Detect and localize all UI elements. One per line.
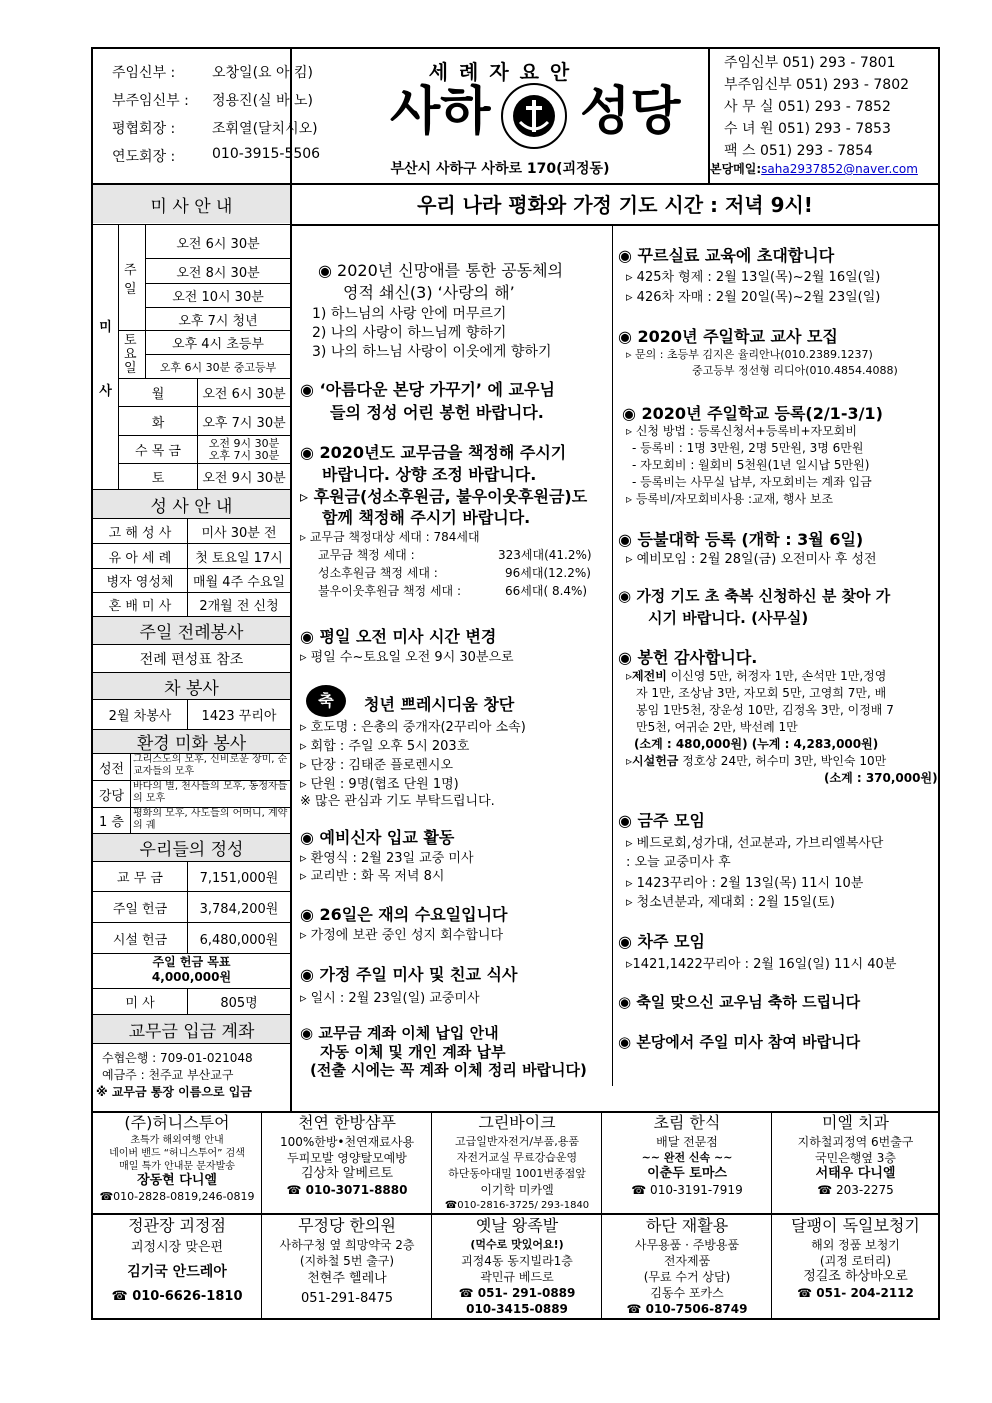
- weekday-time: 오전 9시 30분 오후 7시 30분: [208, 436, 280, 462]
- ad-title: 천연 한방샴푸: [298, 1113, 396, 1132]
- ad-honeys-tour: [93, 1112, 261, 1212]
- notice-line: 중고등부 정선형 리디아(010.4854.4088): [692, 364, 898, 377]
- ad-line: 괴정시장 맞은편: [130, 1240, 224, 1255]
- contact-value: 051) 293 - 7801: [782, 55, 896, 71]
- ad-line: 네이버 밴드 “허니스투어” 검색: [109, 1148, 245, 1159]
- sunday-time: 오전 8시 30분: [176, 265, 260, 281]
- notice-line: ▹ 환영식 : 2월 23일 교중 미사: [300, 847, 474, 866]
- notice-note: ※ 많은 관심과 기도 부탁드립니다.: [300, 794, 495, 809]
- notice-line: - 등록비 : 1명 3만원, 2명 5만원, 3명 6만원: [632, 441, 864, 455]
- ad-title: 무정당 한의원: [298, 1216, 396, 1235]
- notice-line: ▹ 베드로회,성가대, 선교분과, 가브리엘복사단: [626, 836, 884, 851]
- liturgy-text: 전례 편성표 참조: [139, 651, 244, 668]
- ad-jeonggwanjang: [93, 1215, 261, 1319]
- donation-list: ▹제전비 이신영 5만, 허정자 1만, 손석만 1만,정영 자 1만, 조상남 3만, 자모회 5만, 고영희 7만, 배 봉임 1만5천, 장운성 10만, 김정옥 3만, 이정배 7 만5천, 여귀순 2만, 박선례 1만 (소계 : 480,000원) (누계 : 4,283,000원) ▹시설헌금 정호상 24만, 허수미 3만, 박인숙 10만 (소계 : 370,000원): [626, 669, 938, 785]
- mass-count-label: 미 사: [125, 996, 155, 1011]
- ad-phone: ☎010-2816-3725/ 293-1840: [444, 1200, 590, 1211]
- notice-line: ▹ 가정에 보관 중인 성지 회수합니다: [300, 924, 503, 943]
- ad-title: 달팽이 독일보청기: [791, 1216, 920, 1235]
- donation-line: 만5천, 여귀순 2만, 박선례 1만: [636, 720, 798, 734]
- notice-title: ◉ 교무금 계좌 이체 납입 안내: [300, 1022, 499, 1043]
- stat-value: 96세대(12.2%): [505, 566, 591, 580]
- contact-value: 051) 293 - 7802: [796, 77, 910, 93]
- car-group: 1423 꾸리아: [201, 708, 277, 724]
- env-place: 강당: [98, 788, 125, 804]
- contact-label: 사 무 실: [724, 99, 774, 115]
- weekday-day: 화: [151, 415, 165, 431]
- staff-role: 평협회장 :: [112, 121, 176, 137]
- stat-value: 66세대( 8.4%): [505, 584, 588, 598]
- notice-title: 영적 쇄신(3) ‘사랑의 해’: [343, 283, 515, 302]
- notice-line: ▹ 단원 : 9명(협조 단원 1명): [300, 777, 459, 792]
- weekday-time: 오후 7시 30분: [202, 415, 286, 431]
- goal-value: 4,000,000원: [151, 970, 232, 984]
- offering-value: 3,784,200원: [199, 901, 279, 917]
- staff-name: 정용진(실 바 노): [212, 93, 313, 109]
- notice-title: ◉ 금주 모임: [618, 808, 705, 831]
- email-label: 본당메일:: [710, 162, 762, 176]
- ad-title: 미엘 치과: [822, 1113, 889, 1132]
- ad-line: (괴정 로터리): [819, 1254, 892, 1268]
- ad-phone: ☎ 010-3071-8880: [286, 1183, 408, 1197]
- car-month: 2월 차봉사: [108, 708, 172, 724]
- ad-line: 전자제품: [663, 1254, 711, 1268]
- notice-line: ▹ 회합 : 주일 오후 5시 203호: [300, 739, 470, 754]
- ad-chorim-restaurant: [603, 1112, 771, 1212]
- contact-value: 051) 293 - 7853: [777, 121, 891, 137]
- ad-green-bike: [433, 1112, 601, 1212]
- ad-owner: 김기국 안드레아: [127, 1264, 227, 1280]
- stat-label: 성소후원금 책정 세대 :: [318, 566, 438, 580]
- sacrament-value: 2개월 전 신청: [199, 599, 279, 614]
- notice-title: ◉ 축일 맞으신 교우님 축하 드립니다: [618, 991, 860, 1012]
- env-groups: 바다의 별, 천사들의 모후, 동정자들의 모후: [133, 781, 288, 804]
- offering-name: 주일 헌금: [112, 901, 168, 917]
- donation-label: 제전비: [632, 669, 667, 683]
- ad-owner: 김상차 알베르토: [300, 1166, 394, 1181]
- env-place: 1 층: [99, 815, 124, 830]
- mass-title: 미 사 안 내: [93, 185, 290, 223]
- contact-value: 051) 293 - 7852: [777, 99, 891, 115]
- sacrament-value: 미사 30분 전: [201, 525, 277, 541]
- notice-title: ◉ 평일 오전 미사 시간 변경: [300, 624, 496, 647]
- ad-line: 괴정4동 동지빌라1층: [461, 1254, 573, 1268]
- notice-line: - 자모회비 : 월회비 5천원(1년 일시납 5만원): [632, 458, 870, 472]
- ad-owner: 이기학 미카엘: [480, 1183, 554, 1197]
- ad-title: 정관장 괴정점: [128, 1216, 226, 1235]
- account-note: ※ 교무금 통장 이름으로 입금: [96, 1085, 252, 1099]
- staff-role: 주임신부 :: [112, 65, 176, 81]
- sacrament-value: 첫 토요일 17시: [195, 550, 283, 566]
- ad-phone: ☎ 010-3191-7919: [631, 1183, 743, 1197]
- notice-line: ▹ 교리반 : 화 목 저녁 8시: [300, 865, 444, 884]
- address: 부산시 사하구 사하로 170(괴정동): [390, 161, 610, 177]
- saturday-time: 오후 4시 초등부: [172, 337, 264, 352]
- ad-mujeongdang-clinic: [263, 1215, 431, 1319]
- headline: 우리 나라 평화와 가정 기도 시간 : 저녁 9시!: [417, 193, 813, 217]
- notice-title: ◉ 2020년 신망애를 통한 공동체의: [318, 258, 563, 281]
- staff-role: 연도회장 :: [112, 149, 176, 165]
- donation-subtotal: (소계 : 480,000원) (누계 : 4,283,000원): [634, 737, 879, 751]
- env-groups: 그리스도의 모후, 신비로운 장미, 순교자들의 모후: [133, 754, 288, 777]
- staff-role: 부주임신부 :: [112, 93, 189, 109]
- account-info: [96, 1050, 290, 1101]
- offering-name: 교 무 금: [117, 871, 163, 886]
- liturgy-title: 주일 전례봉사: [93, 617, 290, 644]
- notice-title: ◉ 예비신자 입교 활동: [300, 825, 454, 848]
- ad-title: 옛날 왕족발: [475, 1216, 559, 1235]
- staff-name: 010-3915-5506: [212, 146, 321, 162]
- ad-owner: 이춘두 토마스: [647, 1166, 727, 1181]
- sunday-label: 주일: [124, 263, 137, 297]
- ad-line: (지하철 5번 출구): [299, 1254, 395, 1268]
- mass-count: 805명: [220, 996, 258, 1011]
- offering-value: 6,480,000원: [199, 932, 279, 948]
- celebration-badge-icon: 축: [306, 685, 346, 717]
- ad-wangjokbal: [433, 1215, 601, 1319]
- church-seal-icon: [500, 82, 568, 150]
- ad-owner: 서태우 다니엘: [815, 1166, 896, 1181]
- notice-line: ▹1421,1422꾸리아 : 2월 16일(일) 11시 40분: [626, 957, 897, 972]
- donation-line: 봉임 1만5천, 장운성 10만, 김정옥 3만, 이정배 7: [636, 703, 894, 717]
- ad-phone: ☎010-2828-0819,246-0819: [99, 1190, 255, 1203]
- env-title: 환경 미화 봉사: [93, 730, 290, 753]
- ad-line: (무료 수거 상담): [643, 1270, 731, 1284]
- sacrament-value: 매월 4주 수요일: [193, 575, 285, 590]
- notice-title: ◉ 등불대학 등록 (개학 : 3월 6일): [618, 527, 863, 550]
- notice-title: ▹ 후원금(성소후원금, 불우이웃후원금)도: [300, 484, 587, 507]
- weekday-day: 수 목 금: [135, 444, 181, 459]
- ad-title: 초림 한식: [653, 1113, 721, 1132]
- notice-title: ◉ ‘아름다운 본당 가꾸기’ 에 교우님: [300, 377, 555, 400]
- notice-line: ▹ 문의 : 초등부 김지은 율리안나(010.2389.1237): [626, 346, 873, 362]
- ad-phone: ☎ 010-6626-1810: [111, 1289, 243, 1304]
- donation-line: 자 1만, 조상남 3만, 자모회 5만, 고영희 7만, 배: [636, 686, 887, 700]
- ad-herbal-shampoo: [263, 1112, 431, 1212]
- weekday-day: 월: [151, 387, 165, 402]
- kicker: 세 례 자 요 안: [428, 60, 572, 84]
- ad-title: (주)허니스투어: [124, 1113, 230, 1132]
- notice-title: ◉ 26일은 재의 수요일입니다: [300, 902, 508, 925]
- ad-owner: 곽민규 베드로: [480, 1270, 554, 1284]
- account-line: 수협은행 : 709-01-021048: [102, 1051, 253, 1065]
- ad-line: 배달 전문점: [656, 1135, 718, 1149]
- ad-line: 100%한방•천연재료사용: [279, 1135, 415, 1149]
- notice-line: - 등록비는 사무실 납부, 자모회비는 계좌 입금: [632, 475, 872, 489]
- offering-value: 7,151,000원: [199, 871, 279, 886]
- contact-label: 주임신부: [724, 55, 779, 71]
- notice-title: ◉ 2020년 주일학교 등록(2/1-3/1): [622, 401, 883, 424]
- parish-name-right: 성당: [580, 81, 681, 142]
- ad-line: 국민은행옆 3층: [814, 1151, 896, 1165]
- offering-title: 우리들의 정성: [93, 834, 290, 861]
- ad-line: 사무용품 · 주방용품: [634, 1238, 740, 1252]
- mass-char: 미: [99, 319, 112, 335]
- notice-line: ▹ 426차 자매 : 2월 20일(목)~2월 23일(일): [626, 286, 880, 305]
- ad-title: 하단 재활용: [645, 1216, 729, 1235]
- account-title: 교무금 입금 계좌: [93, 1015, 290, 1043]
- car-title: 차 봉사: [93, 673, 290, 699]
- notice-title: 자동 이체 및 개인 계좌 납부: [320, 1043, 506, 1061]
- donation-subtotal: (소계 : 370,000원): [824, 771, 938, 785]
- ad-line: 매일 특가 안내문 문자발송: [119, 1161, 235, 1172]
- ad-miel-dental: [773, 1112, 938, 1212]
- ad-owner: 천현주 헬레나: [307, 1271, 387, 1286]
- ad-phone: ☎ 051- 204-2112: [797, 1286, 914, 1300]
- sunday-time: 오후 7시 청년: [178, 313, 258, 329]
- sacrament-name: 고 해 성 사: [108, 525, 172, 541]
- stat-label: 불우이웃후원금 책정 세대 :: [318, 584, 461, 598]
- weekday-time: 오전 9시 30분: [202, 471, 286, 486]
- saturday-time: 오후 6시 30분 중고등부: [159, 360, 277, 374]
- sacrament-title: 성 사 안 내: [93, 490, 290, 518]
- notice-title: ◉ 2020년 주일학교 교사 모집: [618, 324, 838, 347]
- notice-line: ▹ 호도명 : 은총의 중개자(2꾸리아 소속): [300, 720, 526, 735]
- sunday-time: 오전 6시 30분: [176, 236, 260, 252]
- notice-title: ◉ 차주 모임: [618, 929, 705, 952]
- goal-block: [93, 955, 290, 985]
- notice-line: ▹ 예비모임 : 2월 28일(금) 오전미사 후 성전: [626, 548, 877, 567]
- ad-line: (먹수로 맛있어요!): [470, 1238, 564, 1251]
- ad-owner: 장동현 다니엘: [137, 1173, 217, 1188]
- staff-name: 조휘열(달치시오): [212, 121, 318, 137]
- notice-line: ▹ 단장 : 김태준 플로렌시오: [300, 758, 454, 773]
- notice-line: ▹ 평일 수~토요일 오전 9시 30분으로: [300, 646, 514, 665]
- notice-title: 시기 바랍니다. (사무실): [648, 609, 809, 627]
- contact-label: 팩 스: [724, 143, 756, 159]
- weekday-time: 오전 6시 30분: [202, 387, 286, 402]
- ad-title: 그린바이크: [478, 1113, 556, 1132]
- notice-title: ◉ 꾸르실료 교육에 초대합니다: [618, 243, 834, 266]
- notice-line: ▹ 425차 형제 : 2월 13일(목)~2월 16일(일): [626, 266, 880, 285]
- notice-title: 함께 책정해 주시기 바랍니다.: [322, 508, 531, 527]
- stat-label: 교무금 책정 세대 :: [318, 548, 415, 562]
- ad-line: 지하철괴정역 6번출구: [797, 1135, 914, 1149]
- parish-name-left: 사하: [390, 81, 491, 142]
- offering-name: 시설 헌금: [112, 932, 168, 948]
- ad-owner: 김동수 포카스: [650, 1286, 724, 1300]
- notice-title: ◉ 본당에서 주일 미사 참여 바랍니다: [618, 1031, 860, 1052]
- sacrament-name: 유 아 세 례: [108, 550, 172, 566]
- notice-line: ▹ 신청 방법 : 등록신청서+등록비+자모회비: [626, 424, 857, 438]
- contact-label: 수 녀 원: [724, 121, 774, 137]
- ad-line: 고급일반자전거/부품,용품: [454, 1135, 580, 1148]
- contact-label: 부주임신부: [724, 77, 792, 93]
- ad-line: 두피모발 영양탈모예방: [287, 1151, 407, 1165]
- ad-line: 사하구청 옆 희망약국 2층: [279, 1238, 415, 1252]
- goal-label: 주일 헌금 목표: [152, 955, 231, 969]
- mass-side-label: [93, 226, 118, 488]
- ad-snail-hearing-aid: [773, 1215, 938, 1319]
- notice-title: 청년 쁘레시디움 창단: [364, 695, 515, 714]
- sunday-time: 오전 10시 30분: [172, 290, 264, 305]
- mass-char: 사: [99, 383, 112, 399]
- saturday-label: 토요일: [124, 332, 137, 376]
- weekday-day: 토: [151, 471, 165, 486]
- sacrament-name: 혼 배 미 사: [108, 599, 172, 614]
- ad-phone: 051-291-8475: [300, 1291, 394, 1306]
- ad-line: 하단동아대밀 1001번종점앞: [448, 1167, 586, 1180]
- env-groups: 평화의 모후, 사도들의 어머니, 계약의 궤: [133, 808, 288, 831]
- donation-line: 이신영 5만, 허정자 1만, 손석만 1만,정영: [666, 669, 887, 683]
- notice-line: 1) 하느님의 사랑 안에 머무르기: [312, 306, 507, 322]
- notice-line: 3) 나의 하느님 사랑이 이웃에게 향하기: [312, 344, 552, 360]
- ad-line: 해외 정품 보청기: [811, 1238, 900, 1252]
- notice-title: ◉ 봉헌 감사합니다.: [618, 645, 757, 668]
- staff-name: 오창일(요 아 킴): [212, 65, 313, 81]
- ad-owner: 정길조 하상바오로: [803, 1269, 908, 1284]
- notice-line: 2) 나의 사랑이 하느님께 향하기: [312, 325, 507, 341]
- donation-line: 정호상 24만, 허수미 3만, 박인숙 10만: [678, 754, 887, 768]
- ad-phone: ☎ 051- 291-0889 010-3415-0889: [458, 1286, 576, 1316]
- notice-title: 들의 정성 어린 봉헌 바랍니다.: [330, 403, 544, 422]
- notice-line: ▹ 1423꾸리아 : 2월 13일(목) 11시 10분: [626, 876, 864, 891]
- env-place: 성전: [98, 761, 125, 777]
- notice-title: ◉ 2020년도 교무금을 책정해 주시기: [300, 440, 566, 463]
- notice-line: : 오늘 교중미사 후: [626, 855, 731, 870]
- contact-value: 051) 293 - 7854: [759, 143, 873, 159]
- sacrament-name: 병자 영성체: [106, 575, 174, 590]
- ad-phone: ☎ 203-2275: [817, 1183, 894, 1197]
- notice-line: ▹ 등록비/자모회비사용 :교재, 행사 보조: [626, 492, 834, 506]
- ad-line: 초특가 해외여행 안내: [130, 1135, 224, 1146]
- notice-title: ◉ 가정 주일 미사 및 친교 식사: [300, 962, 517, 985]
- notice-line: ▹ 일시 : 2월 23일(일) 교중미사: [300, 987, 480, 1006]
- ad-phone: ☎ 010-7506-8749: [626, 1302, 748, 1316]
- notice-title: 바랍니다. 상향 조정 바랍니다.: [322, 465, 537, 484]
- ad-line: ~~ 완전 신속 ~~: [641, 1151, 733, 1164]
- stat-line: ▹ 교무금 책정대상 세대 : 784세대: [300, 528, 480, 545]
- notice-line: ▹ 청소년분과, 제대회 : 2월 15일(토): [626, 895, 835, 910]
- stat-value: 323세대(41.2%): [498, 548, 592, 562]
- ad-line: 자전거교실 무료강습운영: [456, 1151, 578, 1164]
- email-link[interactable]: saha2937852@naver.com: [761, 162, 918, 176]
- notice-title: ◉ 가정 기도 초 축복 신청하신 분 찾아 가: [618, 585, 890, 606]
- ad-hadan-recycling: [603, 1215, 771, 1319]
- account-line: 예금주 : 천주교 부산교구: [102, 1068, 234, 1082]
- donation-label: 시설헌금: [632, 754, 679, 768]
- notice-title: (전출 시에는 꼭 계좌 이체 정리 바랍니다): [310, 1061, 587, 1079]
